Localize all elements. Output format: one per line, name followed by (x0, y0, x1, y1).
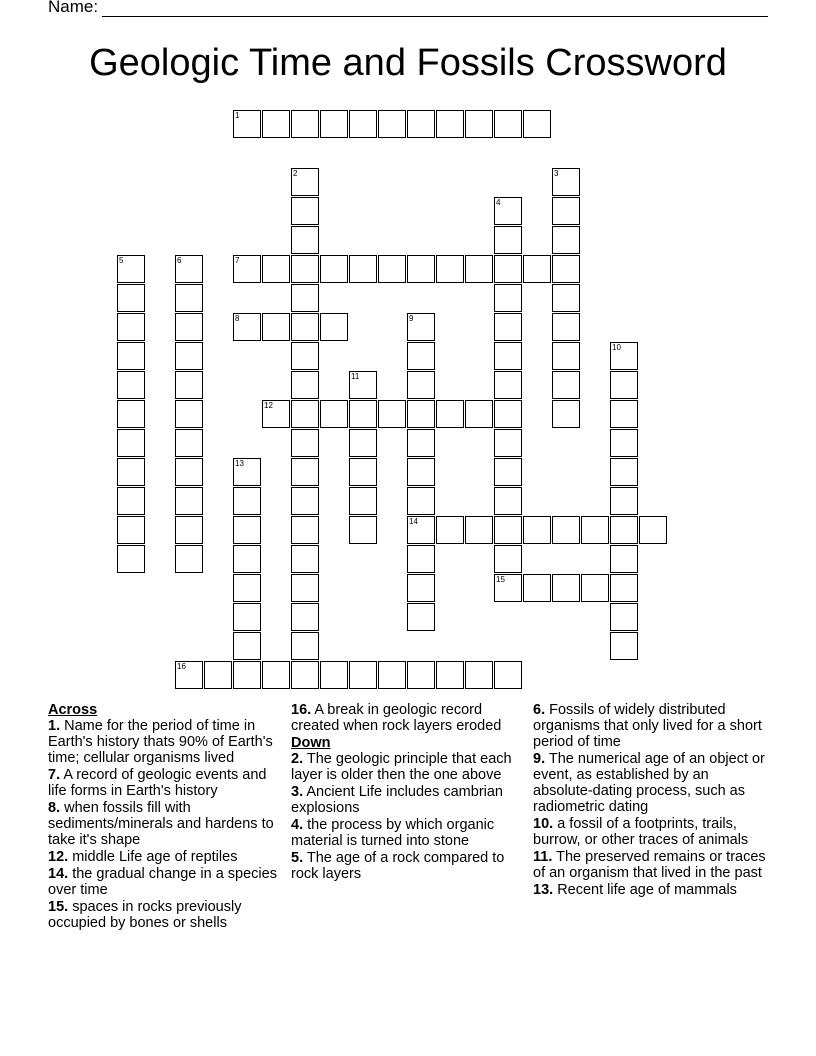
crossword-cell[interactable] (291, 371, 319, 399)
crossword-cell[interactable] (494, 516, 522, 544)
crossword-cell[interactable] (494, 197, 522, 225)
crossword-cell[interactable] (175, 487, 203, 515)
crossword-cell[interactable] (175, 545, 203, 573)
crossword-cell[interactable] (494, 429, 522, 457)
crossword-cell[interactable] (233, 632, 261, 660)
crossword-cell[interactable] (233, 661, 261, 689)
crossword-cell[interactable] (291, 284, 319, 312)
crossword-cell[interactable] (610, 429, 638, 457)
across-heading: Across (48, 702, 98, 718)
crossword-cell[interactable] (349, 487, 377, 515)
clue-text: Ancient Life includes cambrian explosions (291, 784, 503, 816)
crossword-cell[interactable] (262, 661, 290, 689)
crossword-cell[interactable] (610, 545, 638, 573)
clue-number-label: 8 (235, 314, 240, 323)
crossword-cell[interactable] (407, 487, 435, 515)
crossword-cell[interactable] (552, 313, 580, 341)
crossword-cell[interactable] (291, 516, 319, 544)
clue-text: The age of a rock compared to rock layers (291, 850, 505, 882)
clue-number-label: 1 (235, 111, 240, 120)
crossword-cell[interactable] (552, 342, 580, 370)
clue-text: The preserved remains or traces of an organism that lived in the past (533, 849, 766, 881)
crossword-cell[interactable] (175, 255, 203, 283)
crossword-cell[interactable] (552, 371, 580, 399)
clue-text: Name for the period of time in Earth's history thats 90% of Earth's time; cellular organisms lived (48, 718, 273, 766)
crossword-cell[interactable] (349, 429, 377, 457)
crossword-cell[interactable] (233, 545, 261, 573)
clue-number-label: 4 (496, 198, 501, 207)
crossword-cell[interactable] (117, 313, 145, 341)
crossword-cell[interactable] (291, 168, 319, 196)
clue-text: Fossils of widely distributed organisms that only lived for a short period of time (533, 702, 762, 750)
crossword-cell[interactable] (523, 516, 551, 544)
crossword-cell[interactable] (117, 371, 145, 399)
crossword-cell[interactable] (349, 458, 377, 486)
clue-number: 12. (48, 849, 69, 865)
crossword-cell[interactable] (291, 226, 319, 254)
crossword-cell[interactable] (639, 516, 667, 544)
crossword-cell[interactable] (494, 574, 522, 602)
crossword-cell[interactable] (494, 255, 522, 283)
crossword-cell[interactable] (117, 545, 145, 573)
clue-across-15 (48, 899, 283, 931)
crossword-cell[interactable] (291, 313, 319, 341)
crossword-cell[interactable] (233, 255, 261, 283)
crossword-cell[interactable] (320, 313, 348, 341)
crossword-cell[interactable] (494, 313, 522, 341)
crossword-cell[interactable] (175, 313, 203, 341)
down-heading: Down (291, 735, 331, 751)
crossword-cell[interactable] (552, 574, 580, 602)
crossword-cell[interactable] (349, 661, 377, 689)
clue-across-12 (48, 849, 283, 865)
clue-text: when fossils fill with sediments/minerals and hardens to take it's shape (48, 800, 274, 848)
crossword-cell[interactable] (291, 661, 319, 689)
clue-across-16 (291, 702, 526, 734)
clue-number: 6. (533, 702, 546, 718)
crossword-cell[interactable] (378, 255, 406, 283)
clues-column-2 (291, 702, 526, 883)
crossword-cell[interactable] (233, 458, 261, 486)
crossword-cell[interactable] (610, 574, 638, 602)
clue-number: 11. (533, 849, 553, 865)
clue-number-label: 16 (177, 662, 186, 671)
crossword-cell[interactable] (175, 661, 203, 689)
clue-number-label: 7 (235, 256, 240, 265)
clue-text: a fossil of a footprints, trails, burrow, or other traces of animals (533, 816, 749, 848)
crossword-cell[interactable] (407, 458, 435, 486)
clue-down-5 (291, 850, 526, 882)
clue-down-6 (533, 702, 768, 750)
crossword-cell[interactable] (175, 429, 203, 457)
crossword-cell[interactable] (552, 516, 580, 544)
crossword-cell[interactable] (494, 284, 522, 312)
clue-across-1 (48, 718, 283, 766)
crossword-cell[interactable] (523, 110, 551, 138)
crossword-cell[interactable] (349, 255, 377, 283)
crossword-cell[interactable] (552, 226, 580, 254)
crossword-cell[interactable] (291, 342, 319, 370)
clue-number-label: 9 (409, 314, 414, 323)
crossword-cell[interactable] (407, 516, 435, 544)
clue-number-label: 15 (496, 575, 505, 584)
crossword-cell[interactable] (407, 429, 435, 457)
crossword-cell[interactable] (610, 371, 638, 399)
crossword-cell[interactable] (407, 400, 435, 428)
crossword-cell[interactable] (436, 110, 464, 138)
clue-across-7 (48, 767, 283, 799)
clue-down-10 (533, 816, 768, 848)
crossword-cell[interactable] (378, 400, 406, 428)
crossword-cell[interactable] (465, 400, 493, 428)
crossword-cell[interactable] (175, 342, 203, 370)
crossword-cell[interactable] (436, 661, 464, 689)
clue-number-label: 2 (293, 169, 298, 178)
crossword-cell[interactable] (407, 110, 435, 138)
crossword-cell[interactable] (610, 487, 638, 515)
crossword-cell[interactable] (494, 545, 522, 573)
clue-down-3 (291, 784, 526, 816)
crossword-cell[interactable] (610, 400, 638, 428)
crossword-cell[interactable] (291, 632, 319, 660)
crossword-cell[interactable] (407, 574, 435, 602)
crossword-cell[interactable] (494, 400, 522, 428)
crossword-cell[interactable] (291, 197, 319, 225)
clue-text: spaces in rocks previously occupied by bones or shells (48, 899, 242, 931)
crossword-cell[interactable] (494, 661, 522, 689)
crossword-cell[interactable] (233, 110, 261, 138)
crossword-cell[interactable] (552, 197, 580, 225)
crossword-cell[interactable] (552, 168, 580, 196)
page-title: Geologic Time and Fossils Crossword (89, 42, 727, 84)
crossword-cell[interactable] (523, 255, 551, 283)
clue-number: 15. (48, 899, 69, 915)
crossword-cell[interactable] (436, 255, 464, 283)
clue-down-4 (291, 817, 526, 849)
clue-number-label: 10 (612, 343, 621, 352)
crossword-cell[interactable] (175, 400, 203, 428)
crossword-cell[interactable] (117, 284, 145, 312)
crossword-cell[interactable] (494, 226, 522, 254)
clue-text: The numerical age of an object or event, as established by an absolute-dating process, such as radiometric dating (533, 751, 765, 815)
clue-text: Recent life age of mammals (557, 882, 737, 898)
crossword-cell[interactable] (320, 110, 348, 138)
crossword-cell[interactable] (465, 516, 493, 544)
crossword-cell[interactable] (291, 400, 319, 428)
crossword-cell[interactable] (233, 487, 261, 515)
clue-number: 5. (291, 850, 304, 866)
clue-text: A break in geologic record created when rock layers eroded (291, 702, 502, 734)
crossword-cell[interactable] (552, 400, 580, 428)
clue-across-8 (48, 800, 283, 848)
crossword-cell[interactable] (320, 255, 348, 283)
clues-column-3 (533, 702, 768, 899)
crossword-cell[interactable] (494, 487, 522, 515)
crossword-cell[interactable] (610, 516, 638, 544)
clue-number: 14. (48, 866, 69, 882)
crossword-cell[interactable] (117, 487, 145, 515)
crossword-cell[interactable] (610, 458, 638, 486)
clue-number-label: 14 (409, 517, 418, 526)
clue-number: 13. (533, 882, 554, 898)
crossword-cell[interactable] (349, 516, 377, 544)
crossword-cell[interactable] (117, 400, 145, 428)
crossword-cell[interactable] (349, 110, 377, 138)
clue-number: 1. (48, 718, 61, 734)
crossword-cell[interactable] (407, 371, 435, 399)
clue-text: the process by which organic material is turned into stone (291, 817, 495, 849)
crossword-cell[interactable] (407, 545, 435, 573)
clue-number: 3. (291, 784, 304, 800)
crossword-cell[interactable] (117, 516, 145, 544)
crossword-cell[interactable] (378, 661, 406, 689)
clue-down-13 (533, 882, 768, 898)
clue-text: A record of geologic events and life forms in Earth's history (48, 767, 267, 799)
clue-number: 2. (291, 751, 304, 767)
clue-number-label: 12 (264, 401, 273, 410)
crossword-cell[interactable] (175, 458, 203, 486)
crossword-cell[interactable] (523, 574, 551, 602)
crossword-cell[interactable] (233, 603, 261, 631)
crossword-cell[interactable] (291, 603, 319, 631)
crossword-cell[interactable] (117, 342, 145, 370)
crossword-cell[interactable] (407, 255, 435, 283)
crossword-cell[interactable] (291, 487, 319, 515)
crossword-cell[interactable] (204, 661, 232, 689)
crossword-cell[interactable] (233, 313, 261, 341)
crossword-cell[interactable] (465, 255, 493, 283)
crossword-cell[interactable] (552, 284, 580, 312)
clue-number-label: 6 (177, 256, 182, 265)
crossword-cell[interactable] (407, 313, 435, 341)
crossword-cell[interactable] (175, 516, 203, 544)
crossword-cell[interactable] (465, 110, 493, 138)
clue-number-label: 13 (235, 459, 244, 468)
clue-number: 4. (291, 817, 304, 833)
crossword-cell[interactable] (581, 574, 609, 602)
name-label: Name: (48, 0, 99, 16)
clue-down-11 (533, 849, 768, 881)
crossword-cell[interactable] (610, 342, 638, 370)
clue-number-label: 11 (351, 372, 360, 381)
crossword-cell[interactable] (436, 516, 464, 544)
crossword-cell[interactable] (262, 110, 290, 138)
crossword-cell[interactable] (494, 458, 522, 486)
crossword-cell[interactable] (378, 110, 406, 138)
crossword-cell[interactable] (117, 429, 145, 457)
crossword-cell[interactable] (349, 371, 377, 399)
clue-number: 7. (48, 767, 61, 783)
clue-across-14 (48, 866, 283, 898)
crossword-cell[interactable] (262, 400, 290, 428)
clue-text: The geologic principle that each layer is older then the one above (291, 751, 512, 783)
clue-text: middle Life age of reptiles (72, 849, 238, 865)
crossword-cell[interactable] (349, 400, 377, 428)
crossword-cell[interactable] (175, 371, 203, 399)
crossword-cell[interactable] (291, 545, 319, 573)
crossword-cell[interactable] (291, 110, 319, 138)
crossword-cell[interactable] (581, 516, 609, 544)
clue-number: 16. (291, 702, 312, 718)
crossword-cell[interactable] (233, 516, 261, 544)
crossword-cell[interactable] (175, 284, 203, 312)
clue-number: 9. (533, 751, 546, 767)
crossword-cell[interactable] (407, 342, 435, 370)
clue-down-9 (533, 751, 768, 815)
crossword-cell[interactable] (494, 110, 522, 138)
crossword-cell[interactable] (436, 400, 464, 428)
crossword-cell[interactable] (407, 603, 435, 631)
crossword-cell[interactable] (262, 255, 290, 283)
clue-number: 10. (533, 816, 554, 832)
clue-text: the gradual change in a species over time (48, 866, 277, 898)
crossword-cell[interactable] (610, 632, 638, 660)
crossword-cell[interactable] (262, 313, 290, 341)
clue-number: 8. (48, 800, 61, 816)
crossword-cell[interactable] (117, 458, 145, 486)
clue-number-label: 3 (554, 169, 559, 178)
crossword-cell[interactable] (494, 342, 522, 370)
crossword-cell[interactable] (610, 603, 638, 631)
crossword-cell[interactable] (494, 371, 522, 399)
crossword-cell[interactable] (233, 574, 261, 602)
crossword-cell[interactable] (552, 255, 580, 283)
clue-down-2 (291, 751, 526, 783)
crossword-cell[interactable] (407, 661, 435, 689)
crossword-cell[interactable] (291, 574, 319, 602)
crossword-cell[interactable] (465, 661, 493, 689)
crossword-cell[interactable] (291, 429, 319, 457)
clue-number-label: 5 (119, 256, 124, 265)
crossword-cell[interactable] (291, 255, 319, 283)
clues-column-1 (48, 702, 283, 932)
crossword-cell[interactable] (320, 661, 348, 689)
crossword-cell[interactable] (117, 255, 145, 283)
crossword-cell[interactable] (291, 458, 319, 486)
crossword-cell[interactable] (320, 400, 348, 428)
